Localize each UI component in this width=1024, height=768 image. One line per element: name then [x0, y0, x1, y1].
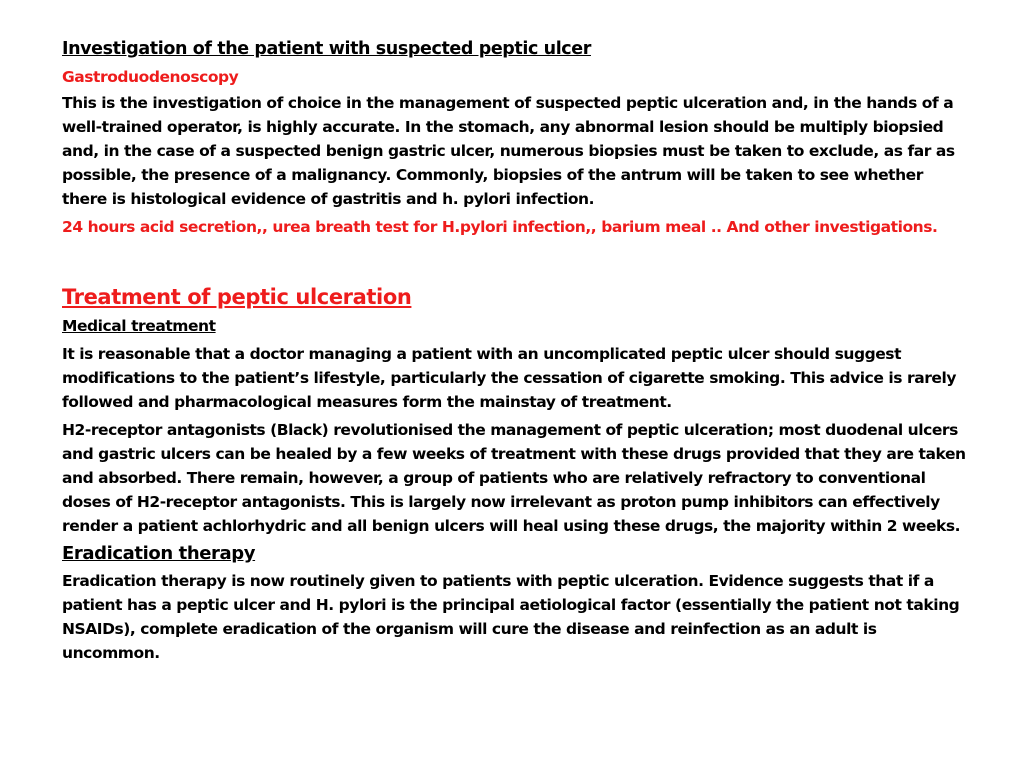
other-investigations-line: 24 hours acid secretion,, urea breath test for H.pylori infection,, barium meal .. And other investigations. [62, 218, 938, 236]
lifestyle-paragraph: It is reasonable that a doctor managing a patient with an uncomplicated peptic ulcer should suggest modifications to the patient’s lifestyle, particularly the cessation of cigarette smoking. This advice is rarely followed and pharmacological measures form the mainstay of treatment. [62, 345, 956, 411]
eradication-paragraph: Eradication therapy is now routinely given to patients with peptic ulceration. Evidence suggests that if a patient has a peptic ulcer and H. pylori is the principal aetiological factor (essentially the patient not taking NSAIDs), complete eradication of the organism will cure the disease and reinfection as an adult is uncommon. [62, 572, 960, 662]
slide-content [62, 36, 972, 665]
h2-antagonists-paragraph: H2-receptor antagonists (Black) revolutionised the management of peptic ulceration; most duodenal ulcers and gastric ulcers can be healed by a few weeks of treatment with these drugs provided that they are taken and absorbed. There remain, however, a group of patients who are relatively refractory to conventional doses of H2-receptor antagonists. This is largely now irrelevant as proton pump inhibitors can effectively render a patient achlorhydric and all benign ulcers will heal using these drugs, the majority within 2 weeks. [62, 421, 966, 535]
medical-treatment-subheading: Medical treatment [62, 317, 216, 335]
eradication-heading: Eradication therapy [62, 543, 256, 564]
gastroduodenoscopy-paragraph: This is the investigation of choice in the management of suspected peptic ulceration and, in the hands of a well-trained operator, is highly accurate. In the stomach, any abnormal lesion should be multiply biopsied and, in the case of a suspected benign gastric ulcer, numerous biopsies must be taken to exclude, as far as possible, the presence of a malignancy. Commonly, biopsies of the antrum will be taken to see whether there is histological evidence of gastritis and h. pylori infection. [62, 94, 955, 208]
investigation-heading: Investigation of the patient with suspected peptic ulcer [62, 39, 591, 59]
gastroduodenoscopy-subheading: Gastroduodenoscopy [62, 68, 239, 86]
treatment-heading: Treatment of peptic ulceration [62, 285, 412, 309]
